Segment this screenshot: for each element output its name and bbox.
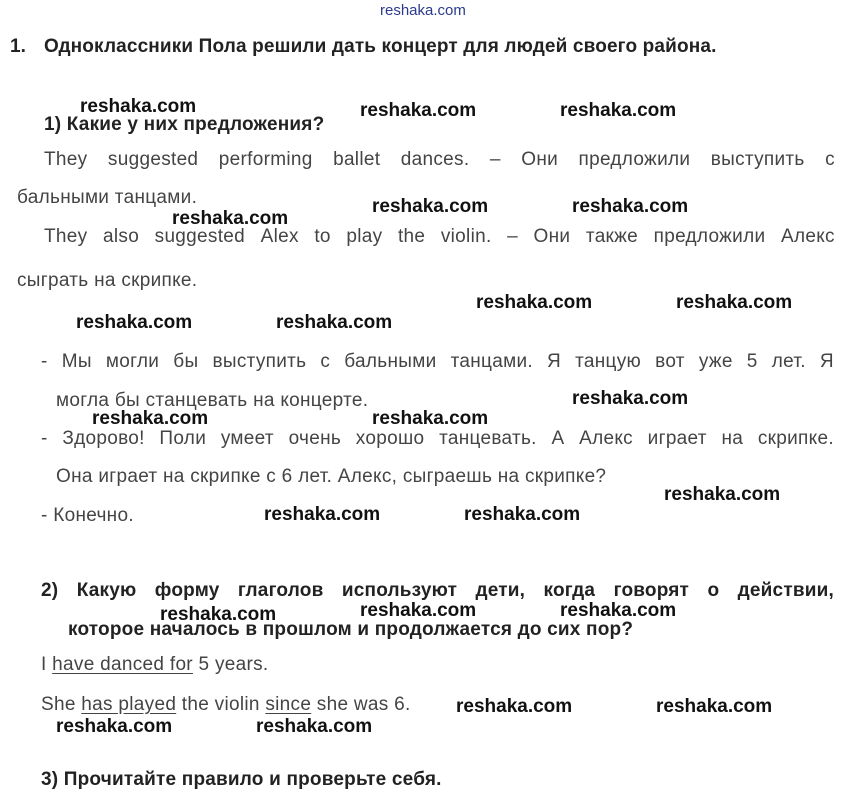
word: умеет bbox=[220, 428, 274, 449]
word: предложили bbox=[653, 226, 766, 247]
word: играет bbox=[647, 428, 707, 449]
word: выступить bbox=[212, 351, 307, 372]
word: - bbox=[41, 351, 48, 372]
word: очень bbox=[288, 428, 342, 449]
word: ballet bbox=[333, 149, 381, 170]
word: танцами. bbox=[450, 351, 533, 372]
word: Алекс bbox=[579, 428, 633, 449]
word: Я bbox=[547, 351, 562, 372]
word: бы bbox=[173, 351, 199, 372]
word: говорят bbox=[613, 580, 690, 601]
word: с bbox=[320, 351, 331, 372]
word: бальными bbox=[344, 351, 437, 372]
watermark: reshaka.com bbox=[360, 100, 477, 121]
word: также bbox=[585, 226, 639, 247]
watermark: reshaka.com bbox=[560, 600, 677, 621]
section3-question: 3) Прочитайте правило и проверьте себя. bbox=[41, 769, 442, 790]
word: dances. bbox=[400, 149, 470, 170]
word: Алекс bbox=[780, 226, 835, 247]
example-2-underlined-1: has played bbox=[81, 694, 177, 715]
word: хорошо bbox=[355, 428, 425, 449]
word: play bbox=[346, 226, 383, 247]
watermark: reshaka.com bbox=[372, 196, 489, 217]
word: Я bbox=[819, 351, 834, 372]
word: действии, bbox=[737, 580, 834, 601]
watermark: reshaka.com bbox=[456, 696, 573, 717]
watermark: reshaka.com bbox=[160, 604, 277, 625]
dialogue-line4: Она играет на скрипке с 6 лет. Алекс, сыграешь на скрипке? bbox=[56, 466, 607, 487]
word: скрипке. bbox=[757, 428, 834, 449]
watermark: reshaka.com bbox=[360, 600, 477, 621]
example-2-pre: She bbox=[41, 694, 82, 715]
word: the bbox=[397, 226, 426, 247]
word: могли bbox=[105, 351, 160, 372]
watermark: reshaka.com bbox=[572, 196, 689, 217]
word: Они bbox=[533, 226, 571, 247]
watermark: reshaka.com bbox=[656, 696, 773, 717]
example-2 bbox=[41, 694, 411, 716]
word: to bbox=[314, 226, 331, 247]
word: suggested bbox=[154, 226, 246, 247]
watermark: reshaka.com bbox=[256, 716, 373, 737]
watermark: reshaka.com bbox=[276, 312, 393, 333]
watermark: reshaka.com bbox=[56, 716, 173, 737]
example-1-underlined: have danced for bbox=[52, 654, 193, 675]
word: дети, bbox=[475, 580, 526, 601]
word: violin. bbox=[440, 226, 492, 247]
word: Какую bbox=[76, 580, 137, 601]
word: на bbox=[721, 428, 744, 449]
word: уже bbox=[698, 351, 733, 372]
word: о bbox=[707, 580, 720, 601]
task-title: Одноклассники Пола решили дать концерт для людей своего района. bbox=[44, 36, 717, 57]
watermark: reshaka.com bbox=[560, 100, 677, 121]
word: Мы bbox=[61, 351, 92, 372]
watermark: reshaka.com bbox=[476, 292, 593, 313]
word: танцую bbox=[575, 351, 642, 372]
word: Alex bbox=[260, 226, 299, 247]
word: форму bbox=[154, 580, 220, 601]
word: А bbox=[551, 428, 565, 449]
section2-question-line2: которое началось в прошлом и продолжается до сих пор? bbox=[68, 619, 634, 640]
watermark: reshaka.com bbox=[76, 312, 193, 333]
watermark: reshaka.com bbox=[172, 208, 289, 229]
watermark: reshaka.com bbox=[572, 388, 689, 409]
word: когда bbox=[543, 580, 596, 601]
watermark: reshaka.com bbox=[264, 504, 381, 525]
section1-line4: сыграть на скрипке. bbox=[17, 270, 198, 291]
section1-line3 bbox=[44, 226, 835, 248]
example-1-pre: I bbox=[41, 654, 53, 675]
word: глаголов bbox=[237, 580, 324, 601]
word: Они bbox=[521, 149, 559, 170]
word: They bbox=[44, 149, 88, 170]
word: 2) bbox=[41, 580, 59, 601]
dialogue-line5: - Конечно. bbox=[41, 505, 134, 526]
word: performing bbox=[218, 149, 313, 170]
dialogue-line2: могла бы станцевать на концерте. bbox=[56, 390, 369, 411]
example-1 bbox=[41, 654, 269, 676]
section1-line1 bbox=[44, 149, 835, 171]
section2-question-line1 bbox=[41, 580, 834, 602]
site-header[interactable]: reshaka.com bbox=[380, 2, 466, 19]
task-number: 1. bbox=[10, 36, 26, 57]
word: используют bbox=[341, 580, 458, 601]
word: – bbox=[507, 226, 518, 247]
word: Поли bbox=[159, 428, 207, 449]
word: They bbox=[44, 226, 88, 247]
word: suggested bbox=[107, 149, 199, 170]
watermark: reshaka.com bbox=[80, 96, 197, 117]
watermark: reshaka.com bbox=[464, 504, 581, 525]
example-1-post: 5 years. bbox=[192, 654, 269, 675]
word: лет. bbox=[771, 351, 806, 372]
example-2-post: she was 6. bbox=[311, 694, 411, 715]
word: 5 bbox=[746, 351, 758, 372]
section1-line2: бальными танцами. bbox=[17, 187, 198, 208]
word: с bbox=[825, 149, 835, 170]
watermark: reshaka.com bbox=[664, 484, 781, 505]
example-2-mid: the violin bbox=[176, 694, 266, 715]
word: танцевать. bbox=[439, 428, 537, 449]
dialogue-line3 bbox=[41, 428, 834, 450]
word: вот bbox=[655, 351, 685, 372]
section1-question: 1) Какие у них предложения? bbox=[44, 114, 325, 135]
watermark: reshaka.com bbox=[92, 408, 209, 429]
word: also bbox=[103, 226, 140, 247]
word: – bbox=[489, 149, 501, 170]
dialogue-line1 bbox=[41, 351, 834, 373]
example-2-underlined-2: since bbox=[265, 694, 312, 715]
watermark: reshaka.com bbox=[676, 292, 793, 313]
word: предложили bbox=[578, 149, 691, 170]
word: Здорово! bbox=[62, 428, 145, 449]
watermark: reshaka.com bbox=[372, 408, 489, 429]
word: выступить bbox=[710, 149, 805, 170]
word: - bbox=[41, 428, 48, 449]
